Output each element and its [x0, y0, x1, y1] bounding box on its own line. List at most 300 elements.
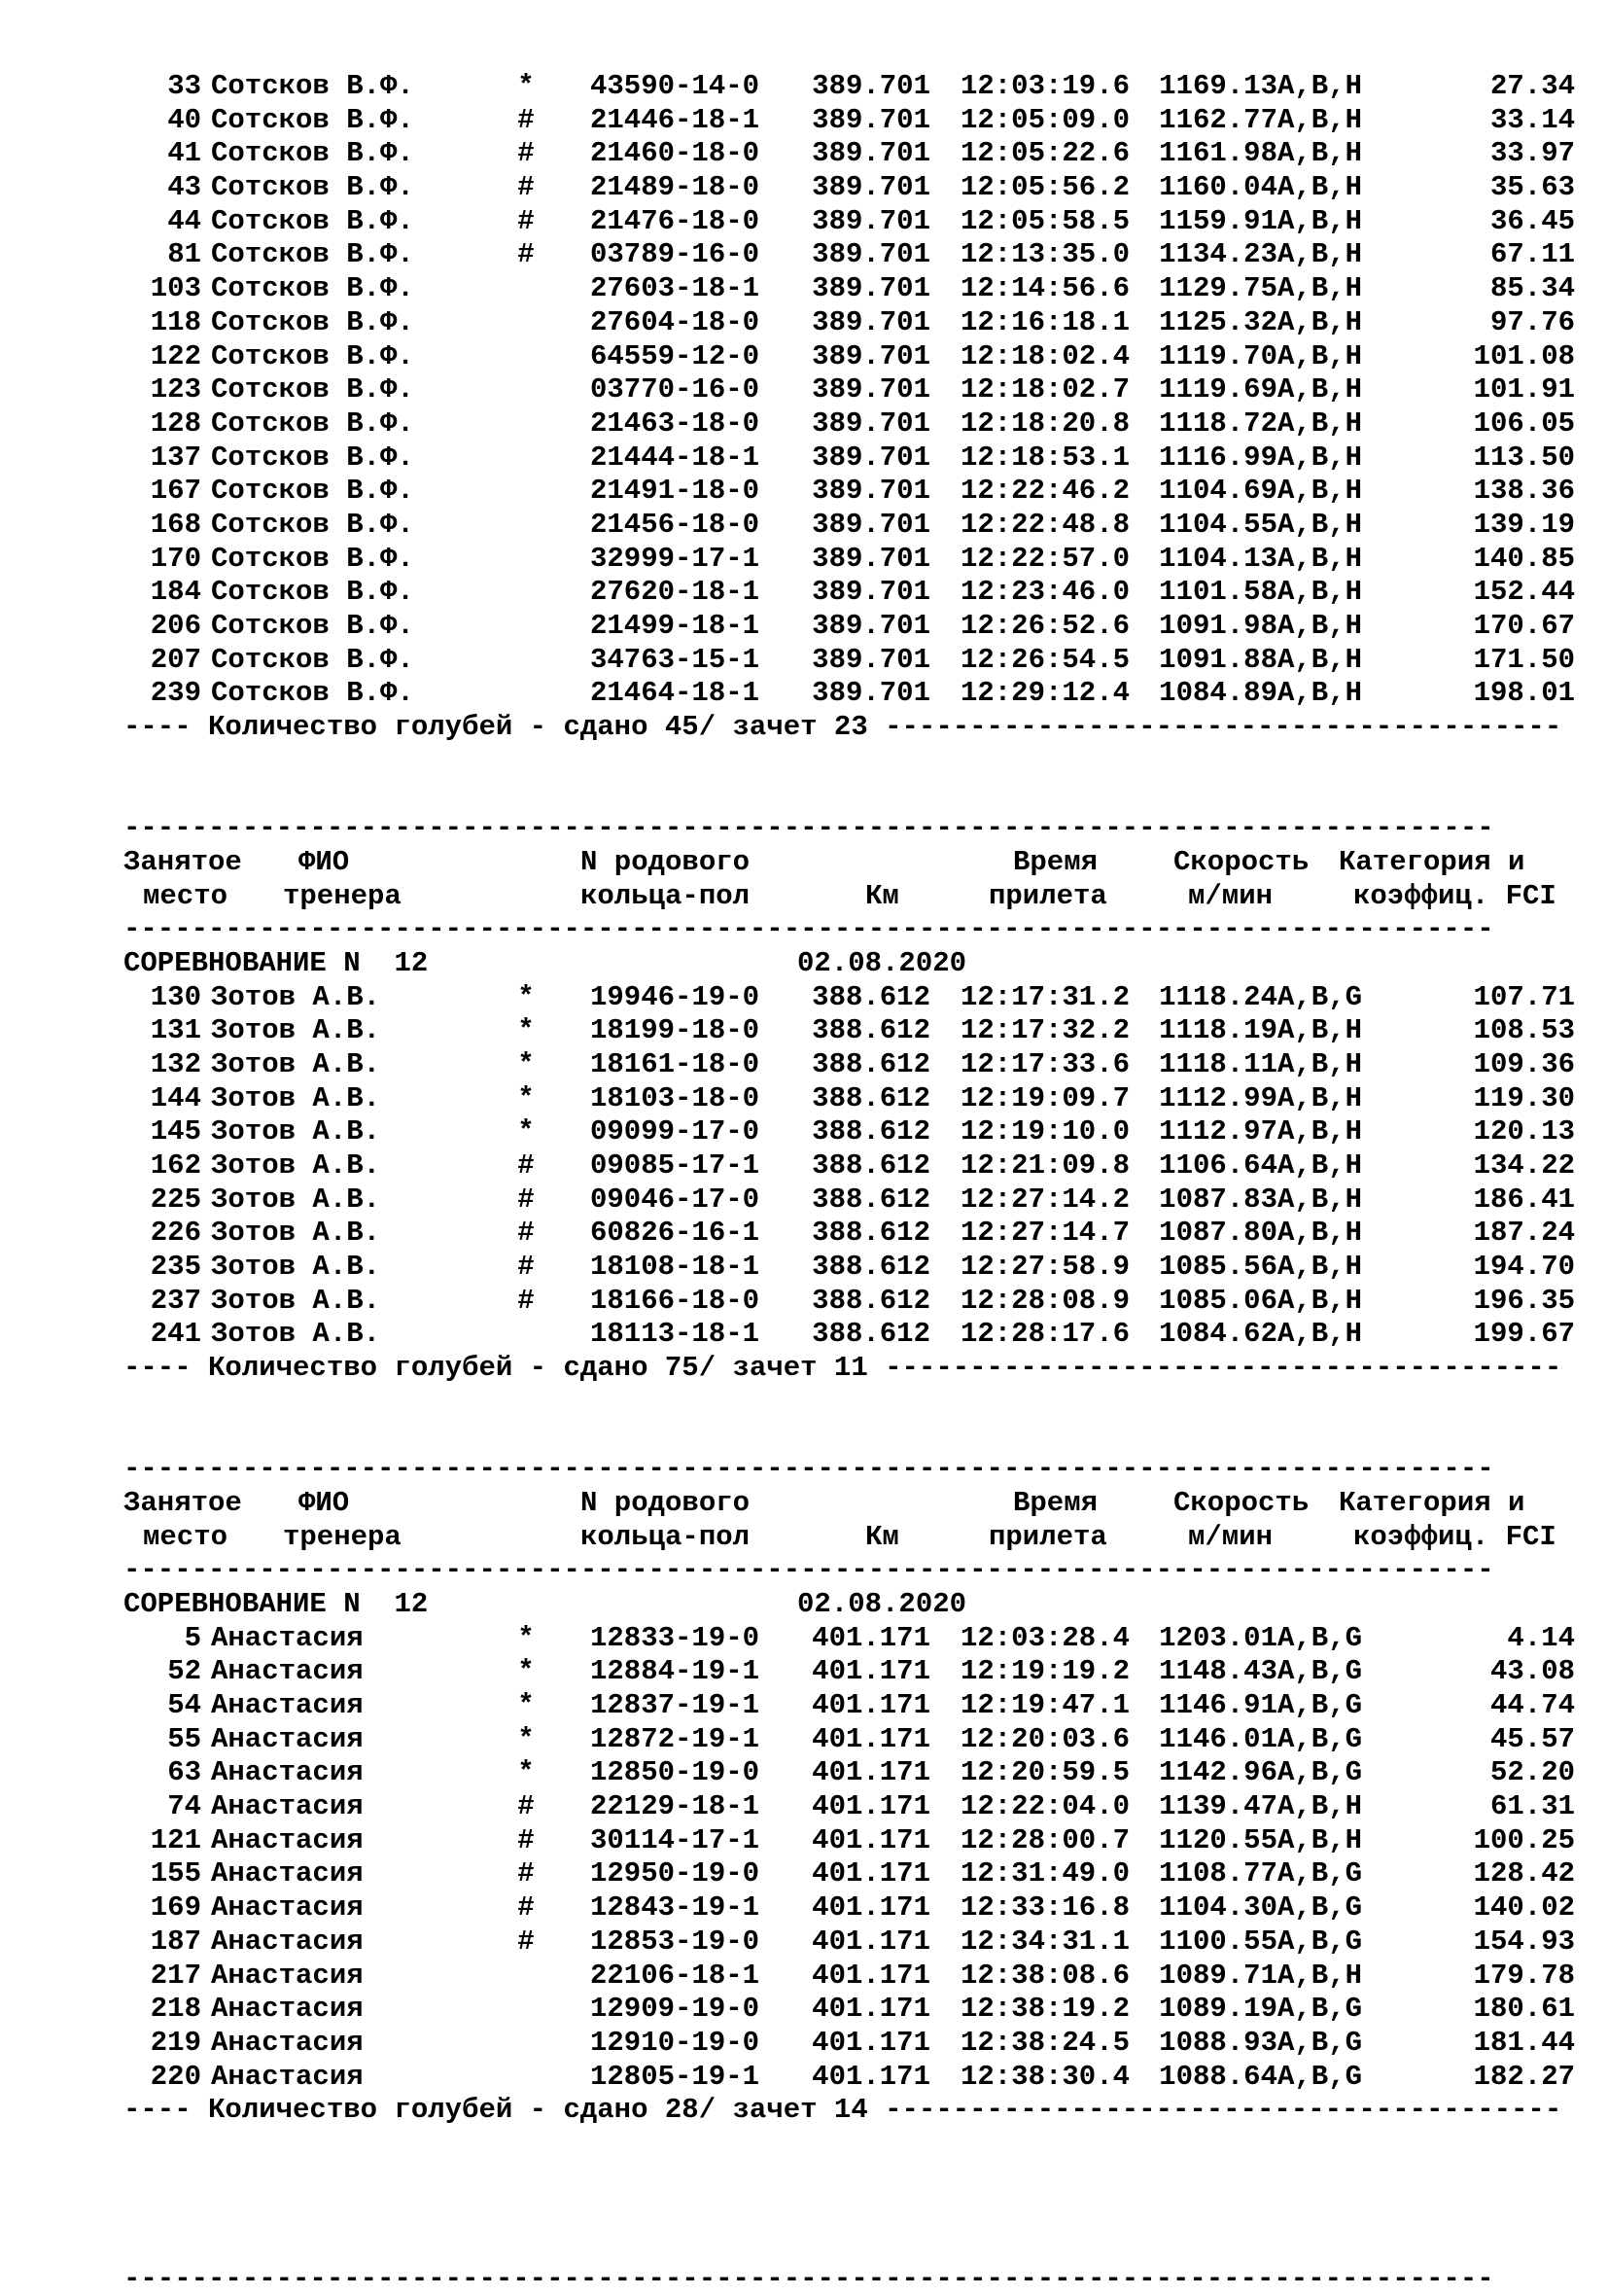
distance-cell: 401.171 [812, 2060, 930, 2093]
distance-cell: 388.612 [812, 1047, 930, 1080]
ring-number-cell: 12872-19-1 [590, 1722, 760, 1755]
arrival-time-cell: 12:18:20.8 [960, 406, 1130, 440]
category-cell: A,B,H [1277, 406, 1363, 440]
ring-number-cell: 21444-18-1 [590, 441, 760, 474]
fci-cell: 108.53 [1473, 1014, 1575, 1047]
speed-cell: 1125.32 [1159, 305, 1277, 338]
arrival-time-cell: 12:19:10.0 [960, 1115, 1130, 1148]
category-cell: A,B,H [1277, 677, 1363, 710]
table-row [123, 644, 1582, 678]
arrival-time-cell: 12:19:19.2 [960, 1655, 1130, 1688]
speed-cell: 1120.55 [1159, 1823, 1277, 1856]
speed-cell: 1087.83 [1159, 1183, 1277, 1216]
table-row [123, 340, 1582, 374]
distance-cell: 401.171 [812, 2026, 930, 2059]
place-cell: 63 [167, 1756, 201, 1789]
distance-cell: 401.171 [812, 1756, 930, 1789]
mark-cell: * [517, 980, 535, 1013]
category-cell: A,B,G [1277, 1993, 1363, 2026]
trainer-name-cell: Зотов А.В. [211, 1149, 381, 1183]
fci-cell: 106.05 [1473, 406, 1575, 440]
speed-cell: 1112.97 [1159, 1115, 1277, 1148]
category-cell: A,B,G [1277, 1689, 1363, 1722]
place-cell: 118 [150, 305, 201, 338]
distance-cell: 389.701 [812, 643, 930, 676]
distance-cell: 401.171 [812, 1823, 930, 1856]
ring-number-cell: 30114-17-1 [590, 1823, 760, 1856]
speed-cell: 1169.13 [1159, 70, 1277, 102]
ring-number-cell: 21456-18-0 [590, 508, 760, 541]
mark-cell: * [517, 1655, 535, 1688]
fci-cell: 85.34 [1489, 272, 1575, 305]
trainer-name-cell: Сотсков В.Ф. [211, 542, 414, 575]
place-cell: 81 [167, 238, 201, 271]
speed-cell: 1146.01 [1159, 1722, 1277, 1755]
ring-number-cell: 09046-17-0 [590, 1183, 760, 1216]
competition-date: 02.08.2020 [797, 1587, 967, 1620]
header-ring-2: кольца-пол [580, 1520, 751, 1553]
place-cell: 219 [150, 2026, 201, 2059]
ring-number-cell: 12909-19-0 [590, 1993, 760, 2026]
arrival-time-cell: 12:31:49.0 [960, 1857, 1130, 1890]
summary-line: ---- Количество голубей - сдано 45/ зачет 23 ---------------------------------------- [123, 711, 1562, 744]
blank-line [123, 2229, 1582, 2263]
arrival-time-cell: 12:16:18.1 [960, 305, 1130, 338]
place-cell: 162 [150, 1149, 201, 1183]
trainer-name-cell: Сотсков В.Ф. [211, 238, 414, 271]
speed-cell: 1104.55 [1159, 508, 1277, 541]
summary-line: ---- Количество голубей - сдано 28/ зачет 14 ---------------------------------------- [123, 2094, 1562, 2127]
place-cell: 5 [184, 1621, 201, 1654]
distance-cell: 401.171 [812, 1790, 930, 1823]
distance-cell: 388.612 [812, 1318, 930, 1351]
place-cell: 33 [167, 70, 201, 102]
column-header [123, 1487, 1582, 1554]
distance-cell: 401.171 [812, 1689, 930, 1722]
mark-cell: # [517, 1183, 535, 1216]
trainer-name-cell: Зотов А.В. [211, 1318, 381, 1351]
category-cell: A,B,H [1277, 576, 1363, 609]
arrival-time-cell: 12:26:54.5 [960, 643, 1130, 676]
trainer-name-cell: Зотов А.В. [211, 1047, 381, 1080]
fci-cell: 198.01 [1473, 677, 1575, 710]
category-cell: A,B,H [1277, 137, 1363, 170]
ring-number-cell: 34763-15-1 [590, 643, 760, 676]
fci-cell: 44.74 [1489, 1689, 1575, 1722]
trainer-name-cell: Сотсков В.Ф. [211, 508, 414, 541]
category-cell: A,B,H [1277, 542, 1363, 575]
header-ring-1: N родового [580, 845, 751, 878]
mark-cell: # [517, 171, 535, 204]
speed-cell: 1119.70 [1159, 339, 1277, 372]
speed-cell: 1134.23 [1159, 238, 1277, 271]
distance-cell: 401.171 [812, 1722, 930, 1755]
speed-cell: 1142.96 [1159, 1756, 1277, 1789]
fci-cell: 134.22 [1473, 1149, 1575, 1183]
speed-cell: 1146.91 [1159, 1689, 1277, 1722]
distance-cell: 389.701 [812, 576, 930, 609]
table-row [123, 1993, 1582, 2027]
trainer-name-cell: Анастасия [211, 1857, 364, 1890]
category-cell: A,B,H [1277, 1823, 1363, 1856]
trainer-name-cell: Зотов А.В. [211, 1014, 381, 1047]
speed-cell: 1118.11 [1159, 1047, 1277, 1080]
speed-cell: 1089.19 [1159, 1993, 1277, 2026]
arrival-time-cell: 12:05:58.5 [960, 204, 1130, 237]
ring-number-cell: 12805-19-1 [590, 2060, 760, 2093]
ring-number-cell: 09099-17-0 [590, 1115, 760, 1148]
arrival-time-cell: 12:38:30.4 [960, 2060, 1130, 2093]
trainer-name-cell: Сотсков В.Ф. [211, 305, 414, 338]
speed-cell: 1116.99 [1159, 441, 1277, 474]
category-cell: A,B,H [1277, 643, 1363, 676]
category-cell: A,B,G [1277, 1655, 1363, 1688]
fci-cell: 187.24 [1473, 1217, 1575, 1250]
arrival-time-cell: 12:18:53.1 [960, 441, 1130, 474]
table-row [123, 1723, 1582, 1757]
place-cell: 55 [167, 1722, 201, 1755]
table-row [123, 1857, 1582, 1891]
arrival-time-cell: 12:20:03.6 [960, 1722, 1130, 1755]
trainer-name-cell: Сотсков В.Ф. [211, 272, 414, 305]
separator-line: --------------------------------------------------------------------------------- [123, 812, 1494, 845]
table-row [123, 610, 1582, 644]
fci-cell: 33.14 [1489, 103, 1575, 136]
arrival-time-cell: 12:05:22.6 [960, 137, 1130, 170]
fci-cell: 182.27 [1473, 2060, 1575, 2093]
trainer-name-cell: Сотсков В.Ф. [211, 103, 414, 136]
header-fio-2: тренера [283, 879, 402, 912]
category-cell: A,B,H [1277, 1284, 1363, 1317]
speed-cell: 1100.55 [1159, 1925, 1277, 1958]
blank-line [123, 2195, 1582, 2229]
ring-number-cell: 12837-19-1 [590, 1689, 760, 1722]
ring-number-cell: 21464-18-1 [590, 677, 760, 710]
speed-cell: 1104.13 [1159, 542, 1277, 575]
place-cell: 74 [167, 1790, 201, 1823]
header-speed-1: Скорость [1173, 845, 1310, 878]
fci-cell: 101.08 [1473, 339, 1575, 372]
category-cell: A,B,H [1277, 1047, 1363, 1080]
mark-cell: * [517, 1621, 535, 1654]
ring-number-cell: 03770-16-0 [590, 373, 760, 406]
fci-cell: 100.25 [1473, 1823, 1575, 1856]
mark-cell: # [517, 1925, 535, 1958]
arrival-time-cell: 12:22:57.0 [960, 542, 1130, 575]
arrival-time-cell: 12:05:09.0 [960, 103, 1130, 136]
speed-cell: 1148.43 [1159, 1655, 1277, 1688]
blank-line [123, 2162, 1582, 2196]
place-cell: 132 [150, 1047, 201, 1080]
trainer-name-cell: Зотов А.В. [211, 1217, 381, 1250]
fci-cell: 170.67 [1473, 610, 1575, 642]
ring-number-cell: 12910-19-0 [590, 2026, 760, 2059]
competition-line [123, 947, 1582, 981]
separator-line: --------------------------------------------------------------------------------- [123, 913, 1494, 946]
fci-cell: 128.42 [1473, 1857, 1575, 1890]
table-row [123, 407, 1582, 442]
place-cell: 220 [150, 2060, 201, 2093]
ring-number-cell: 60826-16-1 [590, 1217, 760, 1250]
distance-cell: 401.171 [812, 1891, 930, 1925]
place-cell: 128 [150, 406, 201, 440]
mark-cell: # [517, 1823, 535, 1856]
trainer-name-cell: Анастасия [211, 1959, 364, 1992]
separator-line: --------------------------------------------------------------------------------- [123, 1554, 1494, 1587]
arrival-time-cell: 12:22:04.0 [960, 1790, 1130, 1823]
header-time-1: Время [1013, 845, 1099, 878]
arrival-time-cell: 12:13:35.0 [960, 238, 1130, 271]
speed-cell: 1101.58 [1159, 576, 1277, 609]
category-cell: A,B,H [1277, 272, 1363, 305]
fci-cell: 179.78 [1473, 1959, 1575, 1992]
arrival-time-cell: 12:28:08.9 [960, 1284, 1130, 1317]
mark-cell: # [517, 103, 535, 136]
header-time-1: Время [1013, 1486, 1099, 1519]
arrival-time-cell: 12:28:00.7 [960, 1823, 1130, 1856]
distance-cell: 389.701 [812, 373, 930, 406]
fci-cell: 119.30 [1473, 1081, 1575, 1114]
table-row [123, 1217, 1582, 1251]
fci-cell: 194.70 [1473, 1251, 1575, 1284]
trainer-name-cell: Анастасия [211, 2060, 364, 2093]
distance-cell: 389.701 [812, 238, 930, 271]
results-document [123, 70, 1582, 2296]
ring-number-cell: 18108-18-1 [590, 1251, 760, 1284]
place-cell: 218 [150, 1993, 201, 2026]
place-cell: 137 [150, 441, 201, 474]
fci-cell: 67.11 [1489, 238, 1575, 271]
ring-number-cell: 18166-18-0 [590, 1284, 760, 1317]
distance-cell: 388.612 [812, 1251, 930, 1284]
ring-number-cell: 12833-19-0 [590, 1621, 760, 1654]
ring-number-cell: 21446-18-1 [590, 103, 760, 136]
fci-cell: 52.20 [1489, 1756, 1575, 1789]
fci-cell: 171.50 [1473, 643, 1575, 676]
header-place-1: Занятое [123, 845, 242, 878]
place-cell: 43 [167, 171, 201, 204]
arrival-time-cell: 12:18:02.4 [960, 339, 1130, 372]
speed-cell: 1089.71 [1159, 1959, 1277, 1992]
table-row [123, 543, 1582, 577]
distance-cell: 389.701 [812, 103, 930, 136]
ring-number-cell: 03789-16-0 [590, 238, 760, 271]
ring-number-cell: 21491-18-0 [590, 475, 760, 508]
mark-cell: # [517, 1149, 535, 1183]
arrival-time-cell: 12:18:02.7 [960, 373, 1130, 406]
header-speed-2: м/мин [1188, 879, 1274, 912]
trainer-name-cell: Сотсков В.Ф. [211, 475, 414, 508]
place-cell: 131 [150, 1014, 201, 1047]
competition-date: 02.08.2020 [797, 946, 967, 979]
table-row [123, 576, 1582, 610]
header-time-2: прилета [989, 1520, 1107, 1553]
ring-number-cell: 18199-18-0 [590, 1014, 760, 1047]
trainer-name-cell: Сотсков В.Ф. [211, 137, 414, 170]
arrival-time-cell: 12:21:09.8 [960, 1149, 1130, 1183]
distance-cell: 389.701 [812, 305, 930, 338]
mark-cell: * [517, 1115, 535, 1148]
fci-cell: 138.36 [1473, 475, 1575, 508]
category-cell: A,B,H [1277, 1251, 1363, 1284]
distance-cell: 401.171 [812, 1959, 930, 1992]
header-place-1: Занятое [123, 1486, 242, 1519]
arrival-time-cell: 12:23:46.0 [960, 576, 1130, 609]
category-cell: A,B,H [1277, 204, 1363, 237]
speed-cell: 1161.98 [1159, 137, 1277, 170]
speed-cell: 1108.77 [1159, 1857, 1277, 1890]
speed-cell: 1104.69 [1159, 475, 1277, 508]
place-cell: 207 [150, 643, 201, 676]
header-speed-2: м/мин [1188, 1520, 1274, 1553]
category-cell: A,B,H [1277, 441, 1363, 474]
table-row [123, 2027, 1582, 2061]
speed-cell: 1160.04 [1159, 171, 1277, 204]
speed-cell: 1139.47 [1159, 1790, 1277, 1823]
distance-cell: 401.171 [812, 1621, 930, 1654]
table-row [123, 272, 1582, 306]
distance-cell: 389.701 [812, 677, 930, 710]
table-row [123, 1925, 1582, 1960]
mark-cell: # [517, 137, 535, 170]
fci-cell: 33.97 [1489, 137, 1575, 170]
place-cell: 122 [150, 339, 201, 372]
mark-cell: * [517, 1689, 535, 1722]
category-cell: A,B,H [1277, 373, 1363, 406]
table-row [123, 475, 1582, 509]
table-row [123, 1960, 1582, 1994]
category-cell: A,B,H [1277, 610, 1363, 642]
arrival-time-cell: 12:38:24.5 [960, 2026, 1130, 2059]
arrival-time-cell: 12:26:52.6 [960, 610, 1130, 642]
speed-cell: 1118.24 [1159, 980, 1277, 1013]
arrival-time-cell: 12:27:14.2 [960, 1183, 1130, 1216]
ring-number-cell: 09085-17-1 [590, 1149, 760, 1183]
distance-cell: 389.701 [812, 171, 930, 204]
category-cell: A,B,H [1277, 475, 1363, 508]
header-cat-1: Категория и [1339, 1486, 1525, 1519]
mark-cell: # [517, 1217, 535, 1250]
category-cell: A,B,G [1277, 1621, 1363, 1654]
category-cell: A,B,H [1277, 1318, 1363, 1351]
ring-number-cell: 21463-18-0 [590, 406, 760, 440]
arrival-time-cell: 12:19:47.1 [960, 1689, 1130, 1722]
trainer-name-cell: Сотсков В.Ф. [211, 576, 414, 609]
category-cell: A,B,G [1277, 2026, 1363, 2059]
fci-cell: 120.13 [1473, 1115, 1575, 1148]
place-cell: 206 [150, 610, 201, 642]
trainer-name-cell: Анастасия [211, 1655, 364, 1688]
header-ring-2: кольца-пол [580, 879, 751, 912]
arrival-time-cell: 12:20:59.5 [960, 1756, 1130, 1789]
table-row [123, 1048, 1582, 1082]
table-row [123, 677, 1582, 711]
trainer-name-cell: Анастасия [211, 1790, 364, 1823]
ring-number-cell: 12850-19-0 [590, 1756, 760, 1789]
mark-cell: # [517, 1891, 535, 1925]
table-row [123, 171, 1582, 205]
trainer-name-cell: Анастасия [211, 1722, 364, 1755]
arrival-time-cell: 12:27:58.9 [960, 1251, 1130, 1284]
fci-cell: 180.61 [1473, 1993, 1575, 2026]
trainer-name-cell: Сотсков В.Ф. [211, 171, 414, 204]
ring-number-cell: 27604-18-0 [590, 305, 760, 338]
header-km: Км [865, 1520, 899, 1553]
distance-cell: 389.701 [812, 137, 930, 170]
ring-number-cell: 19946-19-0 [590, 980, 760, 1013]
fci-cell: 196.35 [1473, 1284, 1575, 1317]
trainer-name-cell: Анастасия [211, 1689, 364, 1722]
mark-cell: * [517, 1014, 535, 1047]
arrival-time-cell: 12:34:31.1 [960, 1925, 1130, 1958]
speed-cell: 1091.88 [1159, 643, 1277, 676]
distance-cell: 401.171 [812, 1655, 930, 1688]
mark-cell: * [517, 1081, 535, 1114]
place-cell: 130 [150, 980, 201, 1013]
speed-cell: 1106.64 [1159, 1149, 1277, 1183]
place-cell: 187 [150, 1925, 201, 1958]
place-cell: 168 [150, 508, 201, 541]
place-cell: 237 [150, 1284, 201, 1317]
fci-cell: 140.02 [1473, 1891, 1575, 1925]
speed-cell: 1119.69 [1159, 373, 1277, 406]
arrival-time-cell: 12:22:48.8 [960, 508, 1130, 541]
distance-cell: 389.701 [812, 204, 930, 237]
arrival-time-cell: 12:38:19.2 [960, 1993, 1130, 2026]
category-cell: A,B,H [1277, 1790, 1363, 1823]
arrival-time-cell: 12:33:16.8 [960, 1891, 1130, 1925]
speed-cell: 1118.19 [1159, 1014, 1277, 1047]
header-km: Км [865, 879, 899, 912]
mark-cell: # [517, 1790, 535, 1823]
blank-line [123, 1386, 1582, 1420]
arrival-time-cell: 12:22:46.2 [960, 475, 1130, 508]
category-cell: A,B,H [1277, 103, 1363, 136]
arrival-time-cell: 12:05:56.2 [960, 171, 1130, 204]
speed-cell: 1162.77 [1159, 103, 1277, 136]
place-cell: 121 [150, 1823, 201, 1856]
table-row [123, 1285, 1582, 1319]
distance-cell: 388.612 [812, 1081, 930, 1114]
category-cell: A,B,H [1277, 171, 1363, 204]
arrival-time-cell: 12:03:19.6 [960, 70, 1130, 102]
table-row [123, 137, 1582, 171]
table-row [123, 1082, 1582, 1116]
fci-cell: 139.19 [1473, 508, 1575, 541]
fci-cell: 35.63 [1489, 171, 1575, 204]
speed-cell: 1118.72 [1159, 406, 1277, 440]
speed-cell: 1203.01 [1159, 1621, 1277, 1654]
table-row [123, 205, 1582, 239]
arrival-time-cell: 12:17:31.2 [960, 980, 1130, 1013]
category-cell: A,B,H [1277, 238, 1363, 271]
table-row [123, 1149, 1582, 1183]
header-ring-1: N родового [580, 1486, 751, 1519]
ring-number-cell: 21476-18-0 [590, 204, 760, 237]
column-header [123, 846, 1582, 913]
fci-cell: 61.31 [1489, 1790, 1575, 1823]
category-cell: A,B,H [1277, 70, 1363, 102]
header-speed-1: Скорость [1173, 1486, 1310, 1519]
ring-number-cell: 12843-19-1 [590, 1891, 760, 1925]
category-cell: A,B,G [1277, 1857, 1363, 1890]
trainer-name-cell: Анастасия [211, 1925, 364, 1958]
trainer-name-cell: Зотов А.В. [211, 1081, 381, 1114]
table-row [123, 1014, 1582, 1048]
table-row [123, 306, 1582, 340]
trainer-name-cell: Зотов А.В. [211, 1183, 381, 1216]
distance-cell: 389.701 [812, 475, 930, 508]
